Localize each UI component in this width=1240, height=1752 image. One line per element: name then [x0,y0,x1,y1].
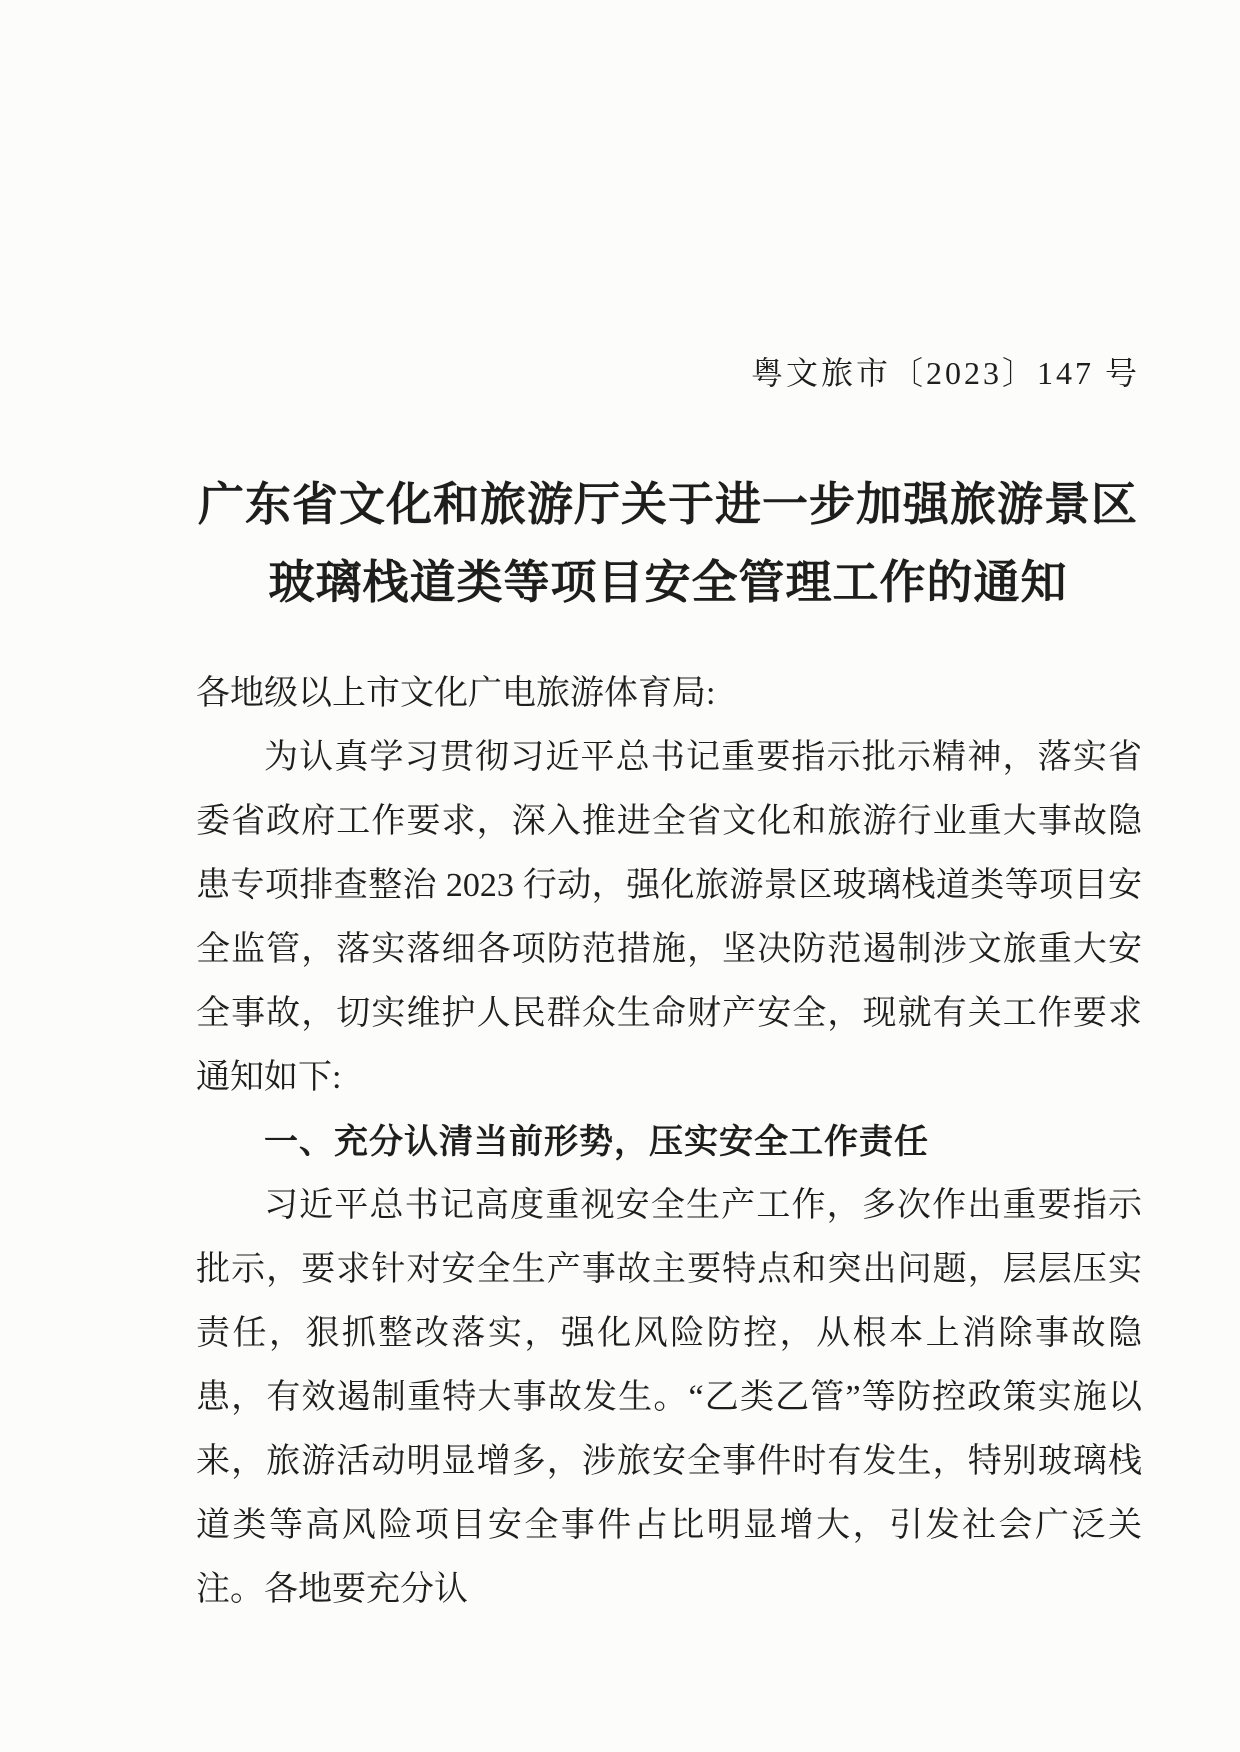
doc-number: 粤文旅市〔2023〕147 号 [750,355,1140,391]
paragraph-2: 习近平总书记高度重视安全生产工作，多次作出重要指示批示，要求针对安全生产事故主要特点和突出问题，层层压实责任，狠抓整改落实，强化风险防控，从根本上消除事故隐患，有效遏制重特大事故发生。“乙类乙管”等防控政策实施以来，旅游活动明显增多，涉旅安全事件时有发生，特别玻璃栈道类等高风险项目安全事件占比明显增大，引发社会广泛关注。各地要充分认 [196,1187,1142,1608]
doc-title-line-2: 玻璃栈道类等项目安全管理工作的通知 [268,557,1068,608]
section-1-heading: 一、充分认清当前形势，压实安全工作责任 [264,1123,929,1161]
doc-body [196,662,1142,1622]
doc-title-line-1: 广东省文化和旅游厅关于进一步加强旅游景区 [198,479,1138,530]
paragraph-1: 为认真学习贯彻习近平总书记重要指示批示精神，落实省委省政府工作要求，深入推进全省文化和旅游行业重大事故隐患专项排查整治 2023 行动，强化旅游景区玻璃栈道类等项目安全监管，落实落细各项防范措施，坚决防范遏制涉文旅重大安全事故，切实维护人民群众生命财产安全，现就有关工作要求通知如下: [196,739,1142,1096]
salutation: 各地级以上市文化广电旅游体育局: [196,675,716,712]
doc-title [148,466,1188,622]
